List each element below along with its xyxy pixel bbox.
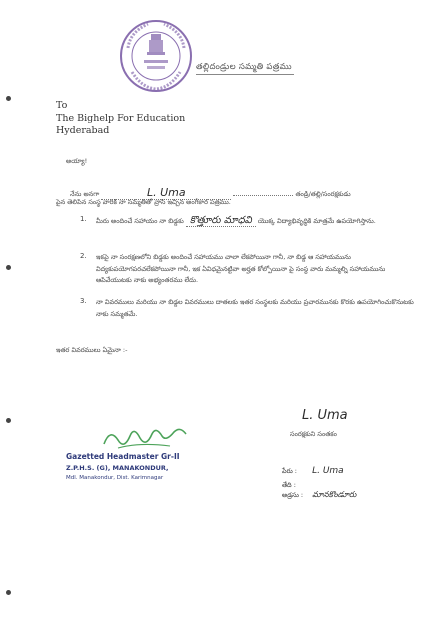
item-2-number: 2. — [80, 252, 87, 260]
guardian-address-row — [282, 482, 432, 501]
headmaster-signature — [100, 422, 190, 452]
student-name-handwritten: L. Uma — [146, 186, 186, 199]
item-3-number: 3. — [80, 297, 87, 305]
seal-line-1: Gazetted Headmaster Gr-II — [66, 452, 180, 461]
address-value: మానకొండూరు — [312, 490, 357, 499]
seal-line-2: Z.P.H.S. (G), MANAKONDUR, — [66, 464, 169, 472]
date-label: తేది : — [282, 481, 296, 489]
punch-hole-lower — [6, 418, 11, 423]
consent-line-2: పైన తెలిపిన సంస్థ వారికి నా సమ్మతితో వ్రాసి ఇచ్చిన అంగీకార పత్రము. — [56, 198, 231, 206]
name-label: పేరు : — [282, 467, 297, 475]
consent-prefix: నేను అనగా — [70, 190, 100, 198]
consent-suffix: తండ్రి/తల్లి/సంరక్షకుడు — [295, 190, 351, 198]
title-underline — [196, 74, 294, 75]
item-1-number: 1. — [80, 215, 87, 223]
item-1-text — [96, 215, 414, 228]
other-details-label: ఇతర వివరములు ఏమైనా :- — [56, 346, 128, 354]
salutation: అయ్యా! — [66, 157, 88, 165]
name-value: L. Uma — [312, 466, 344, 476]
recipient-city: Hyderabad — [56, 125, 110, 136]
address-label: అడ్రసు : — [282, 491, 304, 499]
punch-hole-bottom — [6, 590, 11, 595]
item-1-text-a: మీరు అందించే సహాయం నా బిడ్డకు — [96, 217, 184, 225]
item-1-handwritten-name: కొత్తూరు మాధవి — [186, 215, 256, 227]
dotted-fill — [233, 195, 293, 196]
item-2-text: ఇకపై నా సంరక్షణలోని బిడ్డకు అందించే సహాయము చాలా లేకపోయినా గానీ, నా బిడ్డ ఆ సహాయమును విద్యకుపయోగపరచలేకపోయినా గానీ, ఇక ఏవిధమైనట్టివా అర్హత కోల్పోయినా పై సంస్థ వారు మమ్మల్ని సహాయమును ఆపివేయుటకు నాకు అభ్యంతరము లేదు. — [96, 253, 386, 284]
recipient-org: The Bighelp For Education — [56, 113, 186, 124]
punch-hole-middle — [6, 265, 11, 270]
item-1-text-b: యొక్క విద్యాభివృద్ధికి మాత్రమే ఉపయోగిస్తాను. — [257, 217, 376, 225]
seal-line-3: Mdl. Manakondur, Dist. Karimnagar — [66, 475, 164, 481]
document-title: తల్లిదండ్రుల సమ్మతి పత్రము — [196, 62, 292, 72]
school-stamp — [118, 18, 194, 94]
item-3-text: నా వివరములు మరియు నా బిడ్డల వివరములు దాతలకు ఇతర సంస్థలకు మరియు ప్రచారమునకు కొరకు ఉపయోగించుకొనుటకు నాకు సమ్మతమే. — [96, 298, 414, 318]
punch-hole-top — [6, 96, 11, 101]
guardian-signature-label: సంరక్షకుని సంతకం — [290, 430, 337, 438]
guardian-signature: L. Uma — [302, 408, 348, 423]
recipient-to: To — [56, 100, 68, 111]
